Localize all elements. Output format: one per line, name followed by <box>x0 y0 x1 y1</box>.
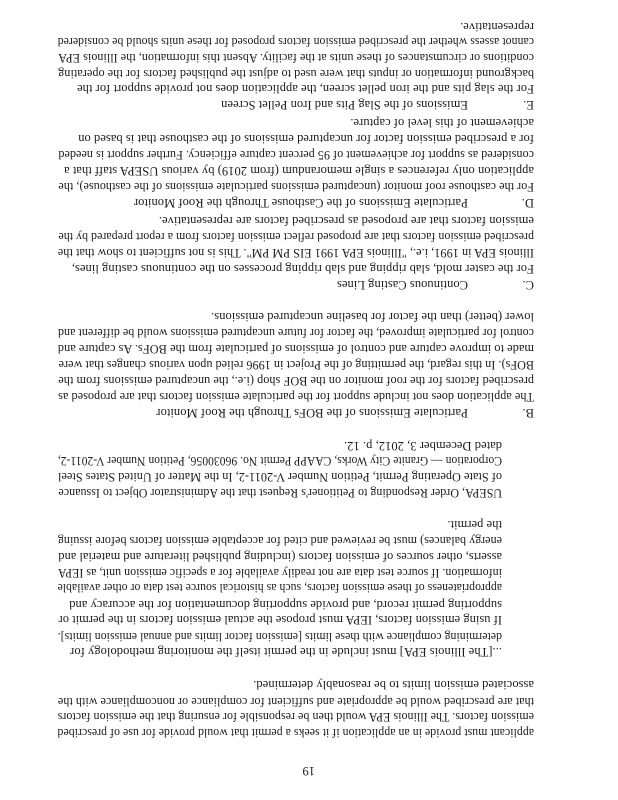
body-line: considered as support for achievement of 95 percent capture efficiency. Further support is needed <box>58 147 534 162</box>
quote-line: asserts, other sources of emission factors (including published literature and material and <box>58 550 502 565</box>
section-e-title: Emissions of the Slag Pits and Iron Pellet Screen <box>221 97 468 112</box>
body-line: background information or inputs that were used to adjust the published factors for the operating <box>58 66 534 81</box>
quote-line: the permit. <box>447 518 502 533</box>
body-line: conditions or circumstances of these units at the facility. Absent this information, the Illinois EPA <box>58 51 534 65</box>
quote-line: ...[The Illinois EPA] must include in the permit itself the monitoring methodology for <box>70 645 502 660</box>
body-line: application only references a single memorandum (from 2019) by various USEPA staff that a <box>64 164 534 179</box>
quote-line: information. If source test data are not readily available for a specific emission unit, as IEPA <box>57 565 502 580</box>
body-line: For the slag pits and the iron pellet screen, the application does not provide support for the <box>76 82 534 97</box>
quote-line: energy balances) must be reviewed and cited for acceptable emission factors before issuing <box>57 534 502 548</box>
body-line: prescribed emission factors that are proposed reflect emission factors from a report prepared by the <box>58 230 534 244</box>
body-line: control for particulate improved, the factor for future uncaptured emissions would be different and <box>57 325 534 340</box>
quote-line: supporting permit record, and provide supporting documentation for the accuracy and <box>69 597 502 612</box>
section-e-letter: E. <box>523 97 534 112</box>
body-line: BOFs). In this regard, the permitting of the Project in 1996 relied upon various changes that were <box>58 357 534 372</box>
body-line: For the casthouse roof monitor (uncaptured emissions particulate emissions of the casthouse), the <box>58 179 534 194</box>
body-line: made to improve capture and control of emissions of particulate from the BOFs. As capture and <box>57 342 534 357</box>
citation-line: USEPA, Order Responding to Petitioner's Request that the Administrator Object to Issuance <box>58 486 502 501</box>
body-line: that are prescribed would be appropriate and sufficient for compliance or noncompliance with the <box>57 694 534 709</box>
citation-line: Corporation — Granite City Works, CAAPP Permit No. 96030056, Petition Number V-2011-2, <box>57 454 502 469</box>
section-b-title: Particulate Emissions of the BOFs Through the Roof Monitor <box>156 406 468 421</box>
section-d-title: Particulate Emissions of the Casthouse Through the Roof Monitor <box>133 196 468 211</box>
body-line: applicant must provide in an application if it seeks a permit that would provide for use of prescribed <box>57 725 534 740</box>
body-line: achievement of this level of capture. <box>350 115 534 130</box>
body-line: emission factors. The Illinois EPA would then be responsible for ensuring that the emission factors <box>57 710 534 725</box>
body-line: cannot assess whether the prescribed emission factors proposed for these units should be considered <box>57 35 534 50</box>
body-line: for a prescribed emission factor for uncaptured emissions of the casthouse that is based on <box>78 132 534 147</box>
body-line: lower (better) than the factor for baseline uncaptured emissions. <box>211 310 534 325</box>
body-line: The application does not include support for the particulate emission factors that are proposed as <box>58 389 534 404</box>
citation-line: dated December 3, 2012, p. 12. <box>343 439 502 453</box>
quote-line: appropriateness of these emission factors, such as historical source test data or other available <box>57 581 502 596</box>
page-number: 19 <box>302 764 315 778</box>
body-line: prescribed factors for the roof monitor on the BOF shop (i.e., the uncaptured emissions from the <box>58 374 534 389</box>
body-line: associated emission limits to be reasonably determined. <box>253 678 534 693</box>
body-line: emission factors that are proposed as prescribed factors are representative. <box>158 214 534 229</box>
body-line: Illinois EPA in 1991, i.e., "Illinois EPA 1991 EIS PM PM". This is not sufficient to show that the <box>57 246 534 261</box>
body-line: representative. <box>460 20 534 34</box>
quote-line: determining compliance with these limits [emission factor limits and annual emission limits]. <box>57 629 502 644</box>
quote-line: If using emission factors, IEPA must propose the actual emission factors in the permit or <box>58 613 502 628</box>
section-c-title: Continuous Casting Lines <box>336 278 468 293</box>
citation-line: of State Operating Permit, Petition Number V-2011-2, In the Matter of United States Steel <box>57 470 502 485</box>
body-line: For the caster mold, slab ripping and slab ripping processes on the continuous casting lines, <box>71 261 534 276</box>
section-c-letter: C. <box>522 278 534 293</box>
section-d-letter: D. <box>521 196 534 211</box>
section-b-letter: B. <box>522 406 534 421</box>
